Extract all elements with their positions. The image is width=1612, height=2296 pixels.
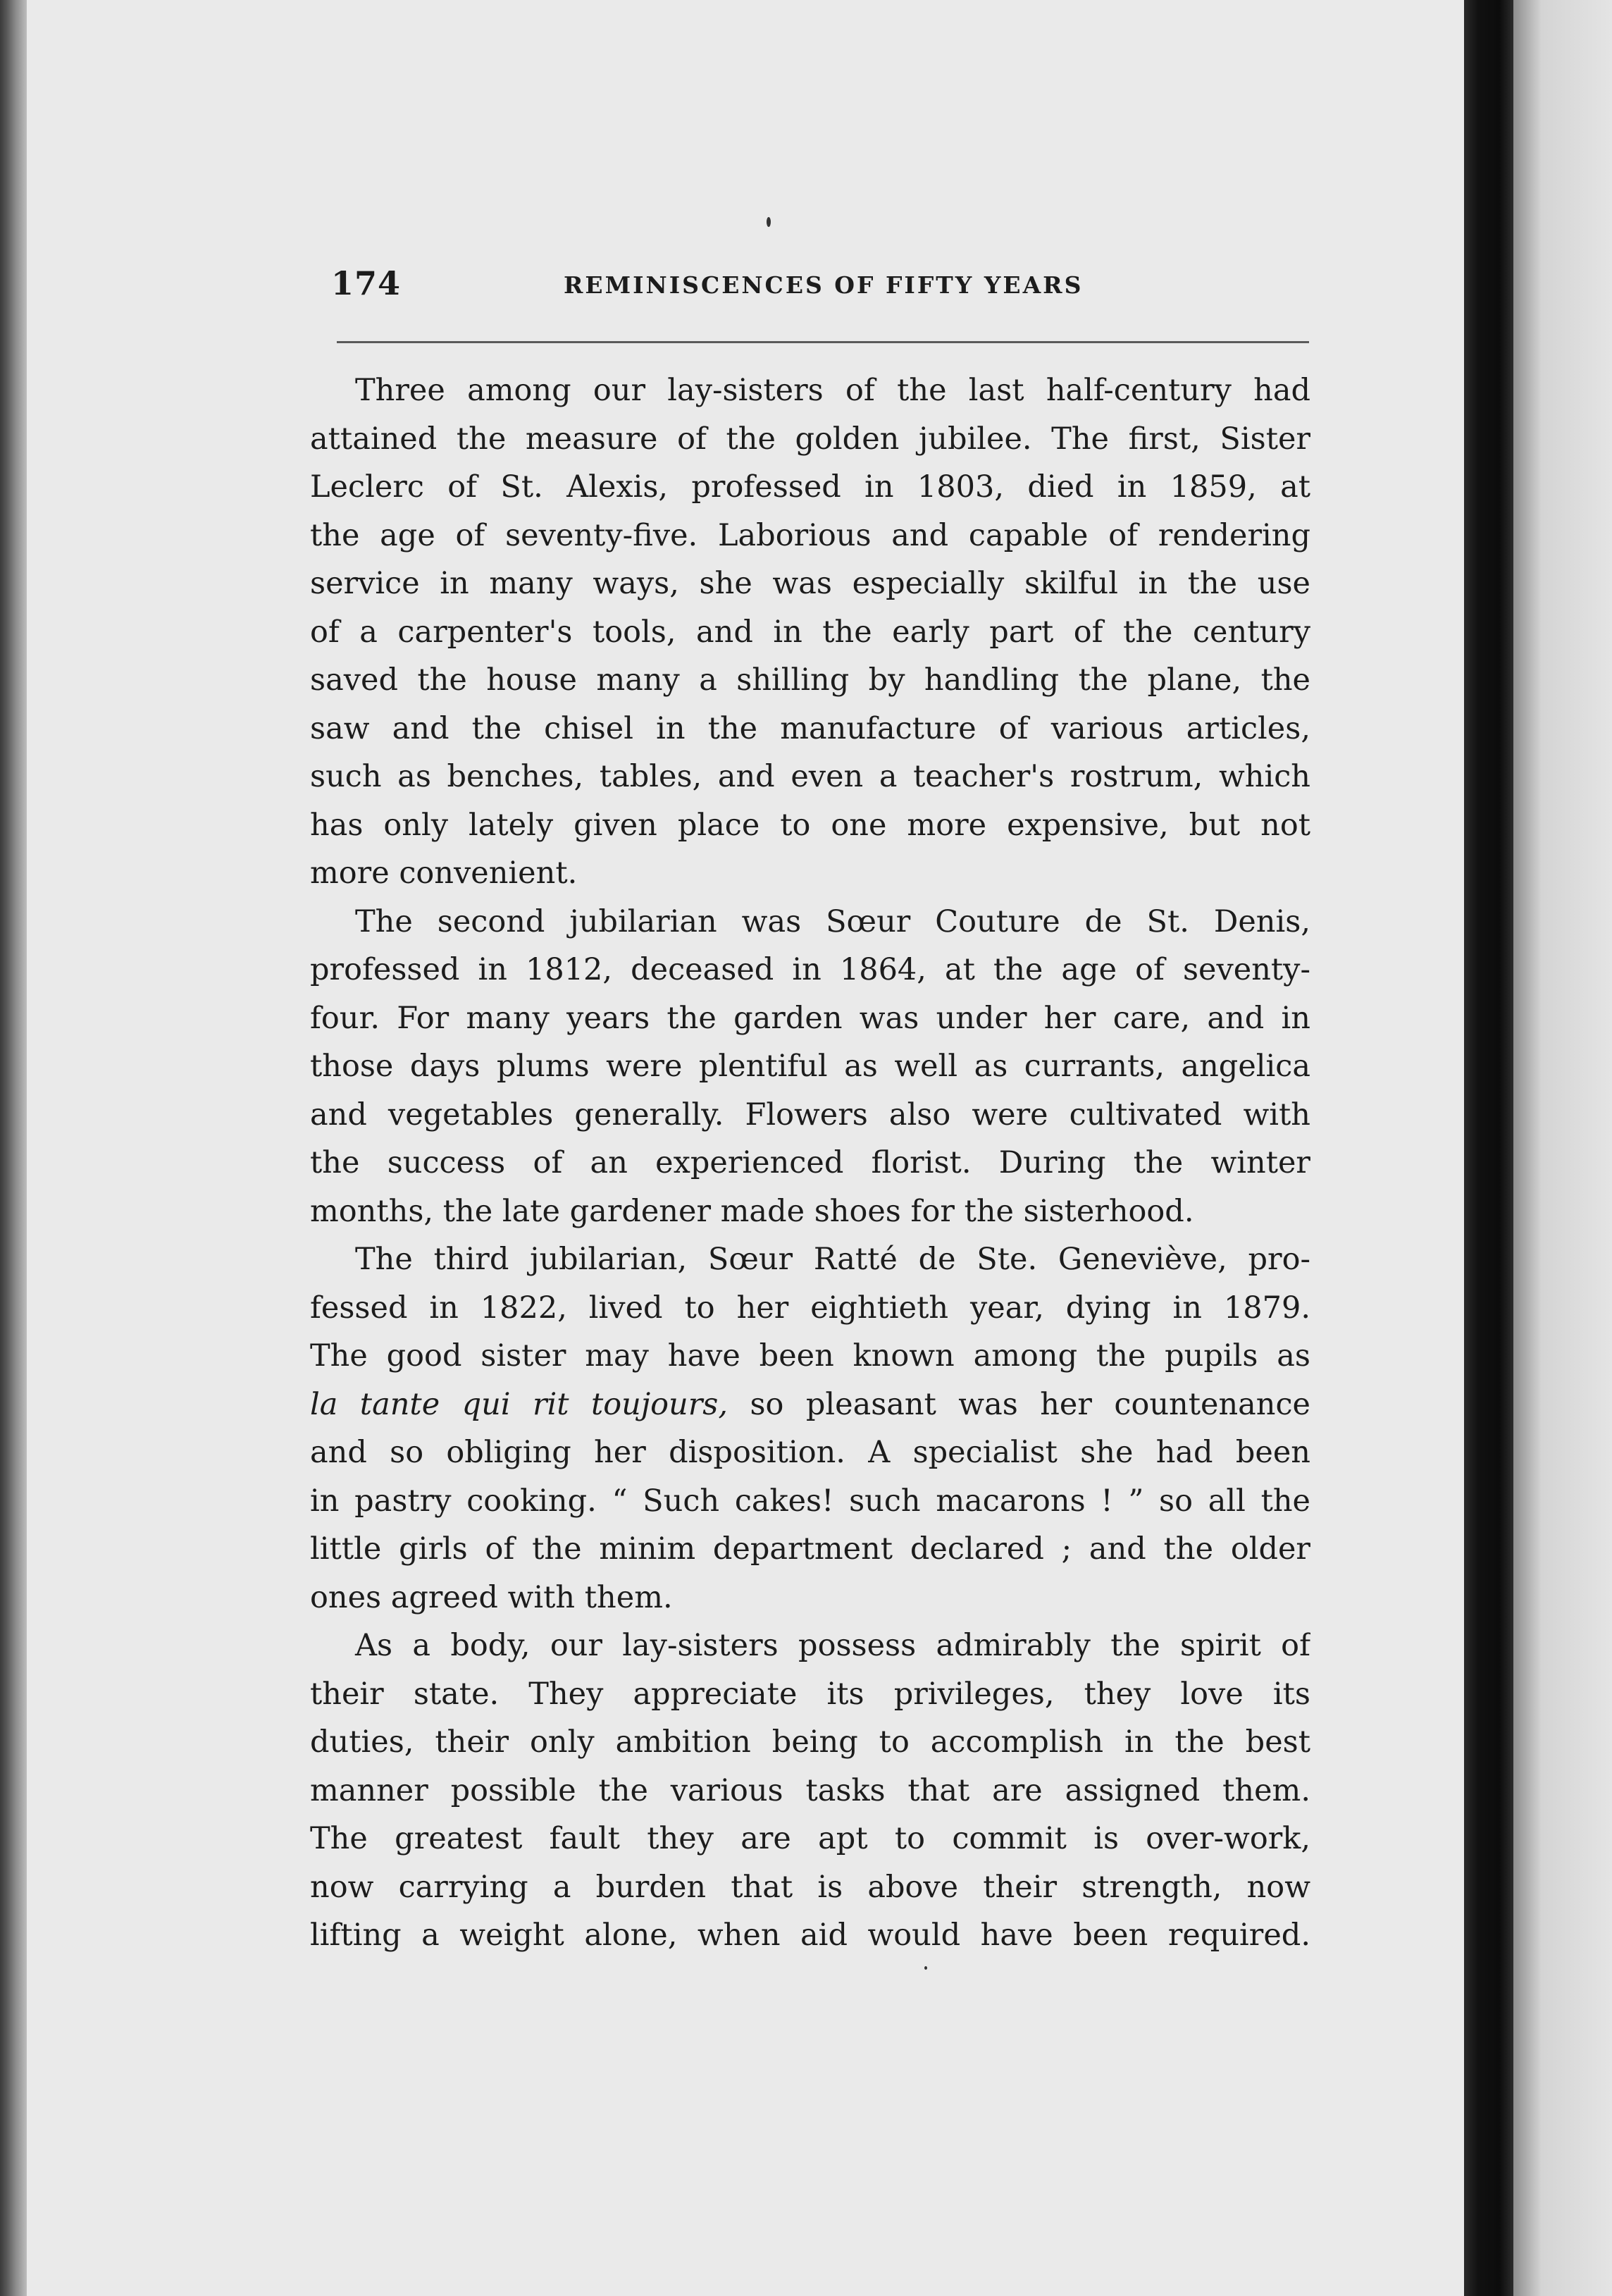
text-line: such as benches, tables, and even a teacher's rostrum, which — [310, 759, 1310, 794]
text-line: The third jubilarian, Sœur Ratté de Ste. Geneviève, pro- — [355, 1242, 1310, 1277]
facing-page-edge — [1513, 0, 1612, 2296]
text-line: those days plums were plentiful as well as currants, angelica — [310, 1049, 1310, 1084]
text-line: The greatest fault they are apt to commit is over-work, — [310, 1821, 1310, 1856]
running-head: REMINISCENCES OF FIFTY YEARS — [564, 271, 1084, 299]
body-text — [310, 366, 1310, 1987]
text-line: and so obliging her disposition. A specialist she had been — [310, 1435, 1310, 1470]
text-line — [310, 1381, 1310, 1429]
book-binding-gutter — [1464, 0, 1513, 2296]
page-left-edge — [0, 0, 27, 2296]
text-line: professed in 1812, deceased in 1864, at the age of seventy- — [310, 952, 1310, 987]
text-line: the age of seventy-five. Laborious and capable of rendering — [310, 517, 1310, 553]
header-rule — [337, 341, 1309, 343]
text-line: and vegetables generally. Flowers also were cultivated with — [310, 1097, 1310, 1132]
text-line: four. For many years the garden was under her care, and in — [310, 1000, 1310, 1036]
text-line: As a body, our lay-sisters possess admirably the spirit of — [355, 1628, 1310, 1663]
text-line: saved the house many a shilling by handling the plane, the — [310, 662, 1310, 698]
text-line: now carrying a burden that is above their strength, now — [310, 1869, 1310, 1905]
text-line: little girls of the minim department declared ; and the older — [310, 1531, 1310, 1567]
text-line: their state. They appreciate its privileges, they love its — [310, 1676, 1310, 1712]
text-line: The second jubilarian was Sœur Couture de St. Denis, — [355, 903, 1310, 939]
text-line: duties, their only ambition being to accomplish in the best — [310, 1724, 1310, 1760]
text-line: has only lately given place to one more expensive, but not — [310, 807, 1310, 843]
text-line: manner possible the various tasks that are assigned them. — [310, 1772, 1310, 1808]
paragraph — [310, 1235, 1310, 1622]
text-line: the success of an experienced florist. During the winter — [310, 1145, 1310, 1180]
paragraph — [310, 1622, 1310, 1960]
italic-phrase: la tante qui rit toujours, — [310, 1386, 728, 1422]
paragraph — [310, 366, 1310, 898]
text-line: saw and the chisel in the manufacture of various articles, — [310, 710, 1310, 746]
text-line: of a carpenter's tools, and in the early part of the century — [310, 614, 1310, 650]
text-line: service in many ways, she was especially skilful in the use — [310, 566, 1310, 601]
text-line: fessed in 1822, lived to her eightieth year, dying in 1879. — [310, 1290, 1310, 1326]
text-line: Leclerc of St. Alexis, professed in 1803, died in 1859, at — [310, 469, 1310, 505]
text-line-rest: so pleasant was her countenance — [728, 1386, 1310, 1422]
text-line: The good sister may have been known among the pupils as — [310, 1338, 1310, 1374]
text-line: ones agreed with them. — [310, 1579, 673, 1615]
page-number: 174 — [331, 264, 402, 302]
text-line: Three among our lay-sisters of the last half-century had — [355, 373, 1310, 408]
text-line: lifting a weight alone, when aid would have been required. — [310, 1918, 1310, 1953]
page-header — [331, 264, 1310, 314]
ink-speck — [767, 217, 771, 227]
text-line: in pastry cooking. “ Such cakes! such macarons ! ” so all the — [310, 1483, 1310, 1519]
paragraph — [310, 898, 1310, 1236]
text-line: attained the measure of the golden jubilee. The first, Sister — [310, 421, 1310, 457]
text-line: more convenient. — [310, 856, 578, 891]
text-line: months, the late gardener made shoes for the sisterhood. — [310, 1193, 1194, 1229]
